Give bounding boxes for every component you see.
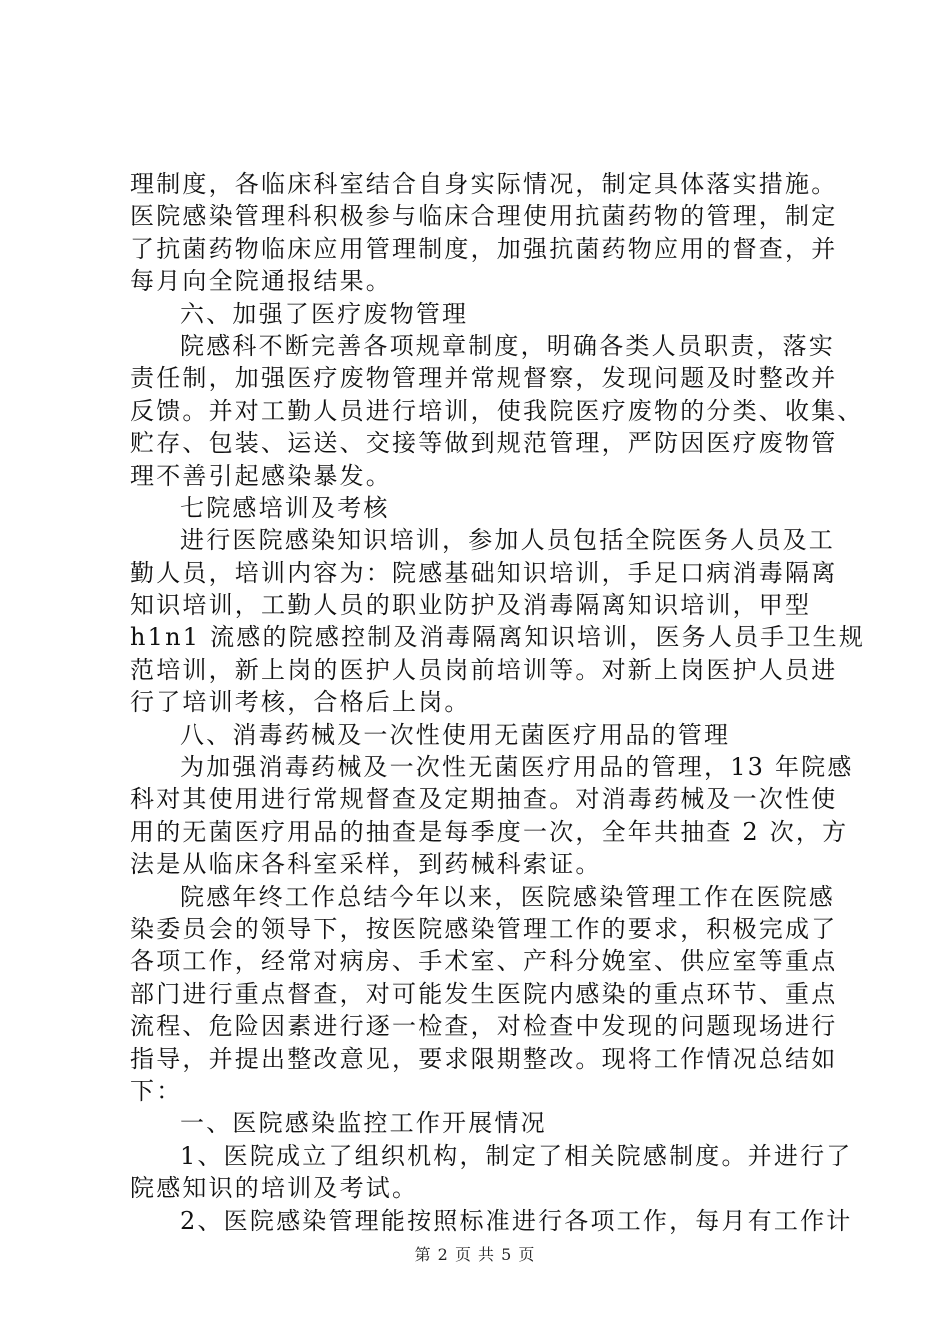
text-line: 1、医院成立了组织机构，制定了相关院感制度。并进行了: [180, 1141, 853, 1170]
text-line: 每月向全院通报结果。: [130, 267, 392, 296]
text-line: 行了培训考核，合格后上岗。: [130, 688, 471, 717]
document-body: [130, 168, 866, 1237]
text-line: 了抗菌药物临床应用管理制度，加强抗菌药物应用的督查，并: [130, 234, 838, 263]
text-line: 2、医院感染管理能按照标准进行各项工作，每月有工作计: [180, 1206, 853, 1235]
text-line: 贮存、包装、运送、交接等做到规范管理，严防因医疗废物管: [130, 429, 838, 458]
text-line: 一、医院感染监控工作开展情况: [180, 1109, 547, 1138]
text-line: 范培训，新上岗的医护人员岗前培训等。对新上岗医护人员进: [130, 655, 838, 684]
text-line: 勤人员，培训内容为：院感基础知识培训，手足口病消毒隔离: [130, 558, 838, 587]
page-footer: 第 2 页 共 5 页: [414, 1245, 536, 1264]
text-line: 院感科不断完善各项规章制度，明确各类人员职责，落实: [180, 331, 835, 360]
text-line: 进行医院感染知识培训，参加人员包括全院医务人员及工: [180, 526, 835, 555]
text-line: 责任制，加强医疗废物管理并常规督察，发现问题及时整改并: [130, 364, 838, 393]
text-line: 院感年终工作总结今年以来，医院感染管理工作在医院感: [180, 882, 835, 911]
text-line: 部门进行重点督查，对可能发生医院内感染的重点环节、重点: [130, 979, 838, 1008]
text-line: 理不善引起感染暴发。: [130, 461, 392, 490]
text-line: 反馈。并对工勤人员进行培训，使我院医疗废物的分类、收集、: [130, 396, 864, 425]
text-line: 为加强消毒药械及一次性无菌医疗用品的管理，13 年院感: [180, 753, 854, 782]
text-line: 医院感染管理科积极参与临床合理使用抗菌药物的管理，制定: [130, 202, 838, 231]
text-line: 指导，并提出整改意见，要求限期整改。现将工作情况总结如: [130, 1044, 838, 1073]
text-line: 各项工作，经常对病房、手术室、产科分娩室、供应室等重点: [130, 947, 838, 976]
text-line: 知识培训，工勤人员的职业防护及消毒隔离知识培训，甲型: [130, 591, 812, 620]
text-line: 下：: [130, 1076, 183, 1105]
text-line: 七院感培训及考核: [180, 493, 390, 522]
text-line: h1n1 流感的院感控制及消毒隔离知识培训，医务人员手卫生规: [130, 623, 866, 652]
text-line: 八、消毒药械及一次性使用无菌医疗用品的管理: [180, 720, 731, 749]
text-line: 用的无菌医疗用品的抽查是每季度一次，全年共抽查 2 次，方: [130, 817, 849, 846]
text-line: 六、加强了医疗废物管理: [180, 299, 469, 328]
text-line: 法是从临床各科室采样，到药械科索证。: [130, 850, 602, 879]
text-line: 染委员会的领导下，按医院感染管理工作的要求，积极完成了: [130, 914, 838, 943]
text-line: 流程、危险因素进行逐一检查，对检查中发现的问题现场进行: [130, 1012, 838, 1041]
text-line: 院感知识的培训及考试。: [130, 1174, 419, 1203]
text-line: 理制度，各临床科室结合自身实际情况，制定具体落实措施。: [130, 170, 838, 198]
text-line: 科对其使用进行常规督查及定期抽查。对消毒药械及一次性使: [130, 785, 838, 814]
